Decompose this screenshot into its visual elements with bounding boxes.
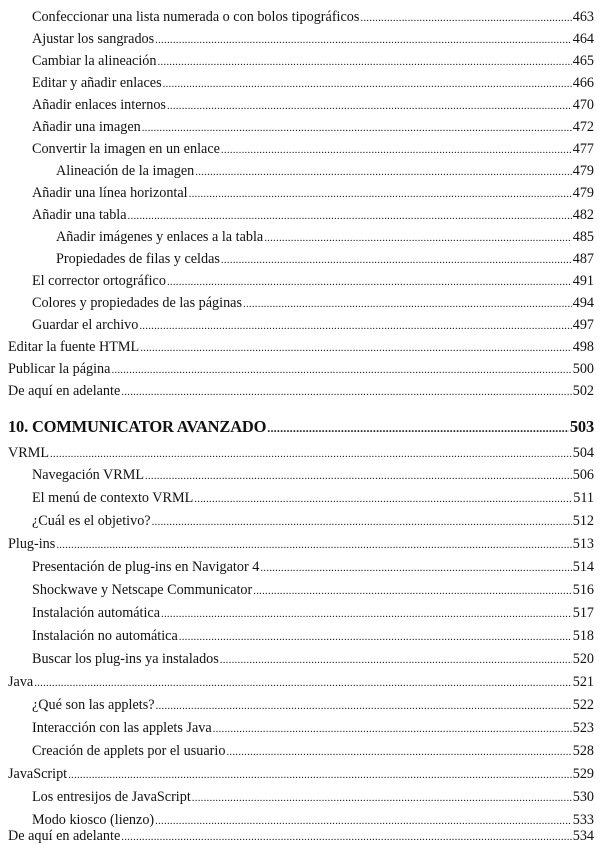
leader-dots (243, 293, 572, 315)
toc-entry-title: El corrector ortográfico (32, 273, 166, 289)
toc-entry (8, 671, 594, 693)
toc-entry-title: ¿Qué son las applets? (32, 697, 155, 713)
leader-dots (194, 488, 572, 510)
toc-entry-title: Navegación VRML (32, 467, 145, 483)
leader-dots (192, 787, 572, 809)
toc-entry-page: 504 (572, 445, 594, 461)
toc-entry-page: 494 (572, 295, 594, 311)
toc-entry-title: Añadir una imagen (32, 119, 141, 135)
toc-entry-page: 523 (572, 720, 594, 736)
leader-dots (189, 183, 572, 205)
toc-entry (8, 358, 594, 380)
toc-entry-title: Añadir una línea horizontal (32, 185, 188, 201)
toc-entry-title: VRML (8, 445, 49, 461)
leader-dots (260, 557, 571, 579)
leader-dots (128, 205, 572, 227)
toc-entry-page: 482 (572, 207, 594, 223)
leader-dots (226, 741, 571, 763)
leader-dots (121, 381, 571, 403)
toc-entry-title: Instalación no automática (32, 628, 178, 644)
toc-entry (32, 740, 594, 762)
toc-entry (32, 204, 594, 226)
toc-entry-page: 464 (572, 31, 594, 47)
toc-entry-title: ¿Cuál es el objetivo? (32, 513, 151, 529)
toc-entry (32, 602, 594, 624)
toc-entry (32, 72, 594, 94)
toc-entry-page: 477 (572, 141, 594, 157)
leader-dots (213, 718, 572, 740)
leader-dots (152, 511, 572, 533)
toc-entry-page: 463 (572, 9, 594, 25)
toc-entry-page: 514 (572, 559, 594, 575)
toc-entry-page: 500 (572, 361, 594, 377)
toc-entry-page: 479 (572, 163, 594, 179)
leader-dots (161, 603, 572, 625)
toc-entry (32, 292, 594, 314)
toc-entry (56, 226, 594, 248)
toc-entry-title: Publicar la página (8, 361, 111, 377)
leader-dots (155, 29, 572, 51)
toc-entry-title: Confeccionar una lista numerada o con bolos tipográficos (32, 9, 360, 25)
toc-entry-page: 522 (572, 697, 594, 713)
toc-entry-page: 513 (572, 536, 594, 552)
toc-entry-title: JavaScript (8, 766, 68, 782)
leader-dots (121, 826, 571, 848)
leader-dots (360, 7, 571, 29)
toc-entry-page: 534 (572, 828, 594, 844)
toc-entry-page: 479 (572, 185, 594, 201)
toc-entry-page: 521 (572, 674, 594, 690)
leader-dots (142, 117, 572, 139)
toc-entry-title: Presentación de plug-ins en Navigator 4 (32, 559, 260, 575)
toc-entry (8, 763, 594, 785)
leader-dots (179, 626, 572, 648)
leader-dots (221, 139, 572, 161)
toc-entry-page: 520 (572, 651, 594, 667)
toc-entry (8, 825, 594, 847)
toc-entry-page: 497 (572, 317, 594, 333)
toc-entry (8, 442, 594, 464)
toc-entry (8, 336, 594, 358)
toc-entry (32, 138, 594, 160)
toc-entry-page: 485 (572, 229, 594, 245)
toc-entry (32, 648, 594, 670)
leader-dots (50, 443, 572, 465)
leader-dots (156, 695, 572, 717)
toc-entry (32, 717, 594, 739)
toc-entry (8, 533, 594, 555)
toc-entry-title: El menú de contexto VRML (32, 490, 194, 506)
toc-entry (32, 6, 594, 28)
toc-entry-title: Instalación automática (32, 605, 161, 621)
toc-entry-page: 528 (572, 743, 594, 759)
toc-entry (32, 579, 594, 601)
toc-entry-page: 506 (572, 467, 594, 483)
toc-entry-title: Los entresijos de JavaScript (32, 789, 191, 805)
leader-dots (56, 534, 571, 556)
leader-dots (163, 73, 572, 95)
leader-dots (220, 649, 572, 671)
toc-entry (32, 510, 594, 532)
toc-entry-page: 487 (572, 251, 594, 267)
toc-entry (32, 314, 594, 336)
toc-entry-title: Modo kiosco (lienzo) (32, 812, 155, 828)
toc-entry-title: De aquí en adelante (8, 828, 121, 844)
leader-dots (68, 764, 572, 786)
toc-entry-title: Editar y añadir enlaces (32, 75, 162, 91)
leader-dots (145, 465, 572, 487)
toc-entry-title: Buscar los plug-ins ya instalados (32, 651, 219, 667)
leader-dots (267, 417, 569, 439)
toc-entry-title: Alineación de la imagen (56, 163, 195, 179)
toc-entry-title: Shockwave y Netscape Communicator (32, 582, 253, 598)
toc-entry (32, 116, 594, 138)
toc-entry-page: 533 (572, 812, 594, 828)
toc-entry (32, 694, 594, 716)
toc-entry-title: Propiedades de filas y celdas (56, 251, 220, 267)
toc-entry-page: 517 (572, 605, 594, 621)
leader-dots (140, 337, 572, 359)
toc-entry-title: Java (8, 674, 34, 690)
leader-dots (139, 315, 571, 337)
toc-entry-page: 512 (572, 513, 594, 529)
chapter-title: 10. COMMUNICATOR AVANZADO (8, 417, 267, 436)
toc-entry-page: 465 (572, 53, 594, 69)
toc-entry-title: Ajustar los sangrados (32, 31, 155, 47)
toc-entry-page: 498 (572, 339, 594, 355)
toc-entry-title: Guardar el archivo (32, 317, 139, 333)
toc-entry-title: Convertir la imagen en un enlace (32, 141, 220, 157)
leader-dots (167, 271, 572, 293)
toc-entry (56, 248, 594, 270)
toc-entry-page: 472 (572, 119, 594, 135)
toc-entry-title: Cambiar la alineación (32, 53, 157, 69)
toc-entry-page: 491 (572, 273, 594, 289)
leader-dots (167, 95, 572, 117)
toc-entry (32, 556, 594, 578)
toc-entry-page: 511 (573, 490, 594, 506)
chapter-heading (8, 416, 594, 438)
toc-entry-page: 530 (572, 789, 594, 805)
leader-dots (111, 359, 571, 381)
toc-entry (32, 487, 594, 509)
leader-dots (157, 51, 571, 73)
toc-entry-title: Creación de applets por el usuario (32, 743, 226, 759)
leader-dots (221, 249, 572, 271)
toc-entry-page: 466 (572, 75, 594, 91)
toc-entry (32, 28, 594, 50)
leader-dots (264, 227, 572, 249)
leader-dots (253, 580, 571, 602)
leader-dots (34, 672, 572, 694)
toc-entry-title: Interacción con las applets Java (32, 720, 212, 736)
toc-entry (32, 270, 594, 292)
toc-entry-title: Añadir enlaces internos (32, 97, 166, 113)
chapter-page: 503 (569, 417, 594, 436)
toc-entry (8, 380, 594, 402)
toc-entry (32, 786, 594, 808)
toc-entry (32, 625, 594, 647)
toc-entry (32, 464, 594, 486)
toc-entry-title: Editar la fuente HTML (8, 339, 140, 355)
toc-entry-page: 529 (572, 766, 594, 782)
toc-entry (32, 94, 594, 116)
toc-entry-page: 518 (572, 628, 594, 644)
leader-dots (195, 161, 571, 183)
toc-entry (32, 182, 594, 204)
toc-entry-title: Colores y propiedades de las páginas (32, 295, 242, 311)
toc-entry-title: Añadir imágenes y enlaces a la tabla (56, 229, 264, 245)
toc-entry-title: Plug-ins (8, 536, 56, 552)
toc-entry-title: De aquí en adelante (8, 383, 121, 399)
toc-entry-page: 516 (572, 582, 594, 598)
toc-entry-page: 502 (572, 383, 594, 399)
toc-entry (32, 50, 594, 72)
toc-entry-title: Añadir una tabla (32, 207, 127, 223)
toc-entry (56, 160, 594, 182)
toc-entry-page: 470 (572, 97, 594, 113)
